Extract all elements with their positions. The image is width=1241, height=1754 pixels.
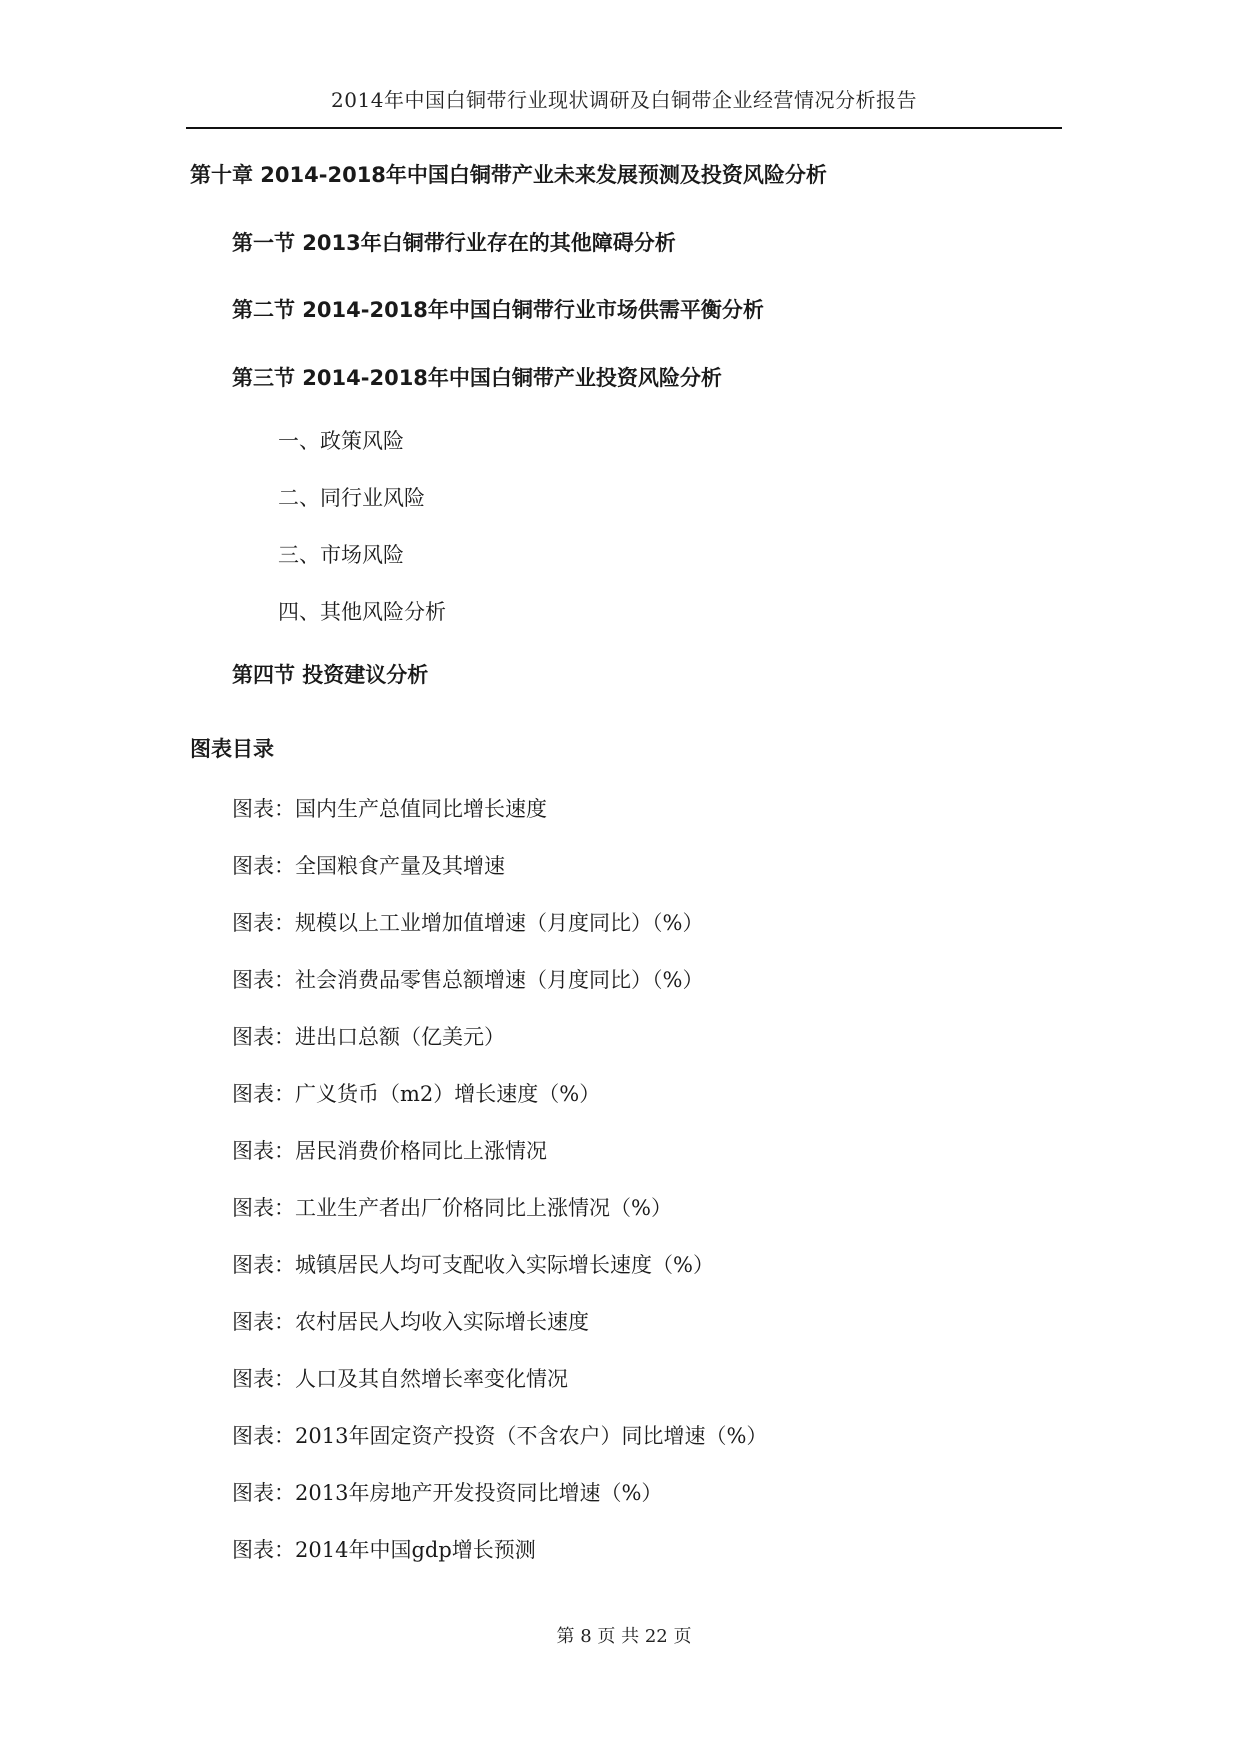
risk-item-other: 四、其他风险分析 [278,600,446,624]
page-number: 第 8 页 共 22 页 [556,1626,692,1647]
section-title-1: 第一节 2013年白铜带行业存在的其他障碍分析 [232,231,676,255]
figure-list-item: 图表：广义货币（m2）增长速度（%） [232,1082,601,1106]
risk-item-market: 三、市场风险 [278,543,404,567]
figure-list-item: 图表：城镇居民人均可支配收入实际增长速度（%） [232,1253,714,1277]
figure-list-item: 图表：2013年固定资产投资（不含农户）同比增速（%） [232,1424,768,1448]
risk-item-industry: 二、同行业风险 [278,486,425,510]
figure-list-item: 图表：农村居民人均收入实际增长速度 [232,1310,589,1334]
section-title-3: 第三节 2014-2018年中国白铜带产业投资风险分析 [232,366,722,390]
figures-heading: 图表目录 [190,737,274,761]
section-title-4: 第四节 投资建议分析 [232,663,429,687]
section-title-2: 第二节 2014-2018年中国白铜带行业市场供需平衡分析 [232,298,764,322]
figure-list-item: 图表：国内生产总值同比增长速度 [232,797,547,821]
figure-list-item: 图表：2014年中国gdp增长预测 [232,1538,536,1562]
page-header: 2014年中国白铜带行业现状调研及白铜带企业经营情况分析报告 [331,88,917,112]
figure-list-item: 图表：工业生产者出厂价格同比上涨情况（%） [232,1196,672,1220]
figure-list-item: 图表：居民消费价格同比上涨情况 [232,1139,547,1163]
figure-list-item: 图表：人口及其自然增长率变化情况 [232,1367,568,1391]
figure-list-item: 图表：规模以上工业增加值增速（月度同比）（%） [232,911,704,935]
figure-list-item: 图表：2013年房地产开发投资同比增速（%） [232,1481,663,1505]
risk-item-policy: 一、政策风险 [278,429,404,453]
figure-list-item: 图表：社会消费品零售总额增速（月度同比）（%） [232,968,704,992]
header-divider [186,127,1062,129]
figure-list-item: 图表：全国粮食产量及其增速 [232,854,505,878]
figure-list-item: 图表：进出口总额（亿美元） [232,1025,505,1049]
chapter-title: 第十章 2014-2018年中国白铜带产业未来发展预测及投资风险分析 [190,163,827,187]
